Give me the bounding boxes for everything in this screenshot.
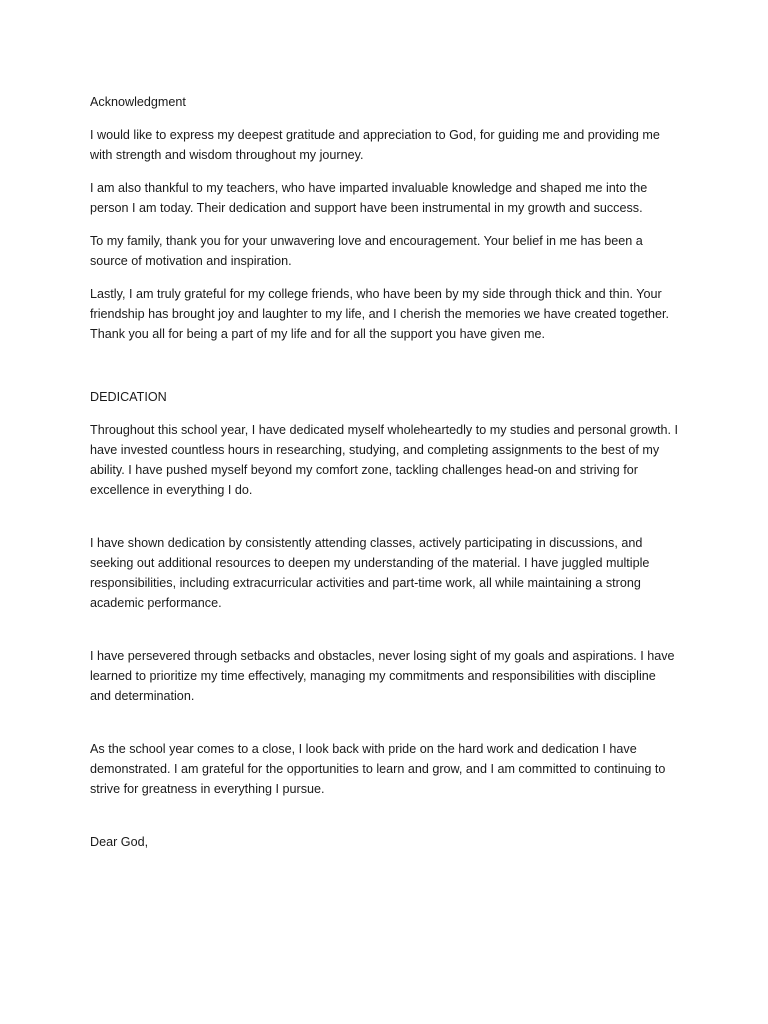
dedication-paragraph: Throughout this school year, I have dedicated myself wholeheartedly to my studies and personal growth. I have invested countless hours in researching, studying, and completing assignments to the best of my ability. I have pushed myself beyond my comfort zone, tackling challenges head-on and striving for excellence in everything I do. [90, 423, 679, 497]
acknowledgment-heading: Acknowledgment [90, 95, 186, 109]
document-body [90, 92, 680, 852]
dedication-paragraph: I have persevered through setbacks and obstacles, never losing sight of my goals and aspirations. I have learned to prioritize my time effectively, managing my commitments and responsibilities with discipline and determination. [90, 649, 675, 703]
acknowledgment-paragraph: I am also thankful to my teachers, who have imparted invaluable knowledge and shaped me into the person I am today. Their dedication and support have been instrumental in my growth and success. [90, 181, 648, 215]
acknowledgment-paragraph: I would like to express my deepest gratitude and appreciation to God, for guiding me and providing me with strength and wisdom throughout my journey. [90, 128, 660, 162]
dedication-paragraph: As the school year comes to a close, I look back with pride on the hard work and dedication I have demonstrated. I am grateful for the opportunities to learn and grow, and I am committed to continuing to strive for greatness in everything I pursue. [90, 742, 666, 796]
acknowledgment-paragraph: Lastly, I am truly grateful for my college friends, who have been by my side through thick and thin. Your friendship has brought joy and laughter to my life, and I cherish the memories we have created together. Thank you all for being a part of my life and for all the support you have given me. [90, 287, 669, 341]
prayer-salutation: Dear God, [90, 835, 149, 849]
dedication-paragraph: I have shown dedication by consistently attending classes, actively participating in discussions, and seeking out additional resources to deepen my understanding of the material. I have juggled multiple responsibilities, including extracurricular activities and part-time work, all while maintaining a strong academic performance. [90, 536, 650, 610]
dedication-heading: DEDICATION [90, 390, 167, 404]
acknowledgment-paragraph: To my family, thank you for your unwavering love and encouragement. Your belief in me has been a source of motivation and inspiration. [90, 234, 643, 268]
